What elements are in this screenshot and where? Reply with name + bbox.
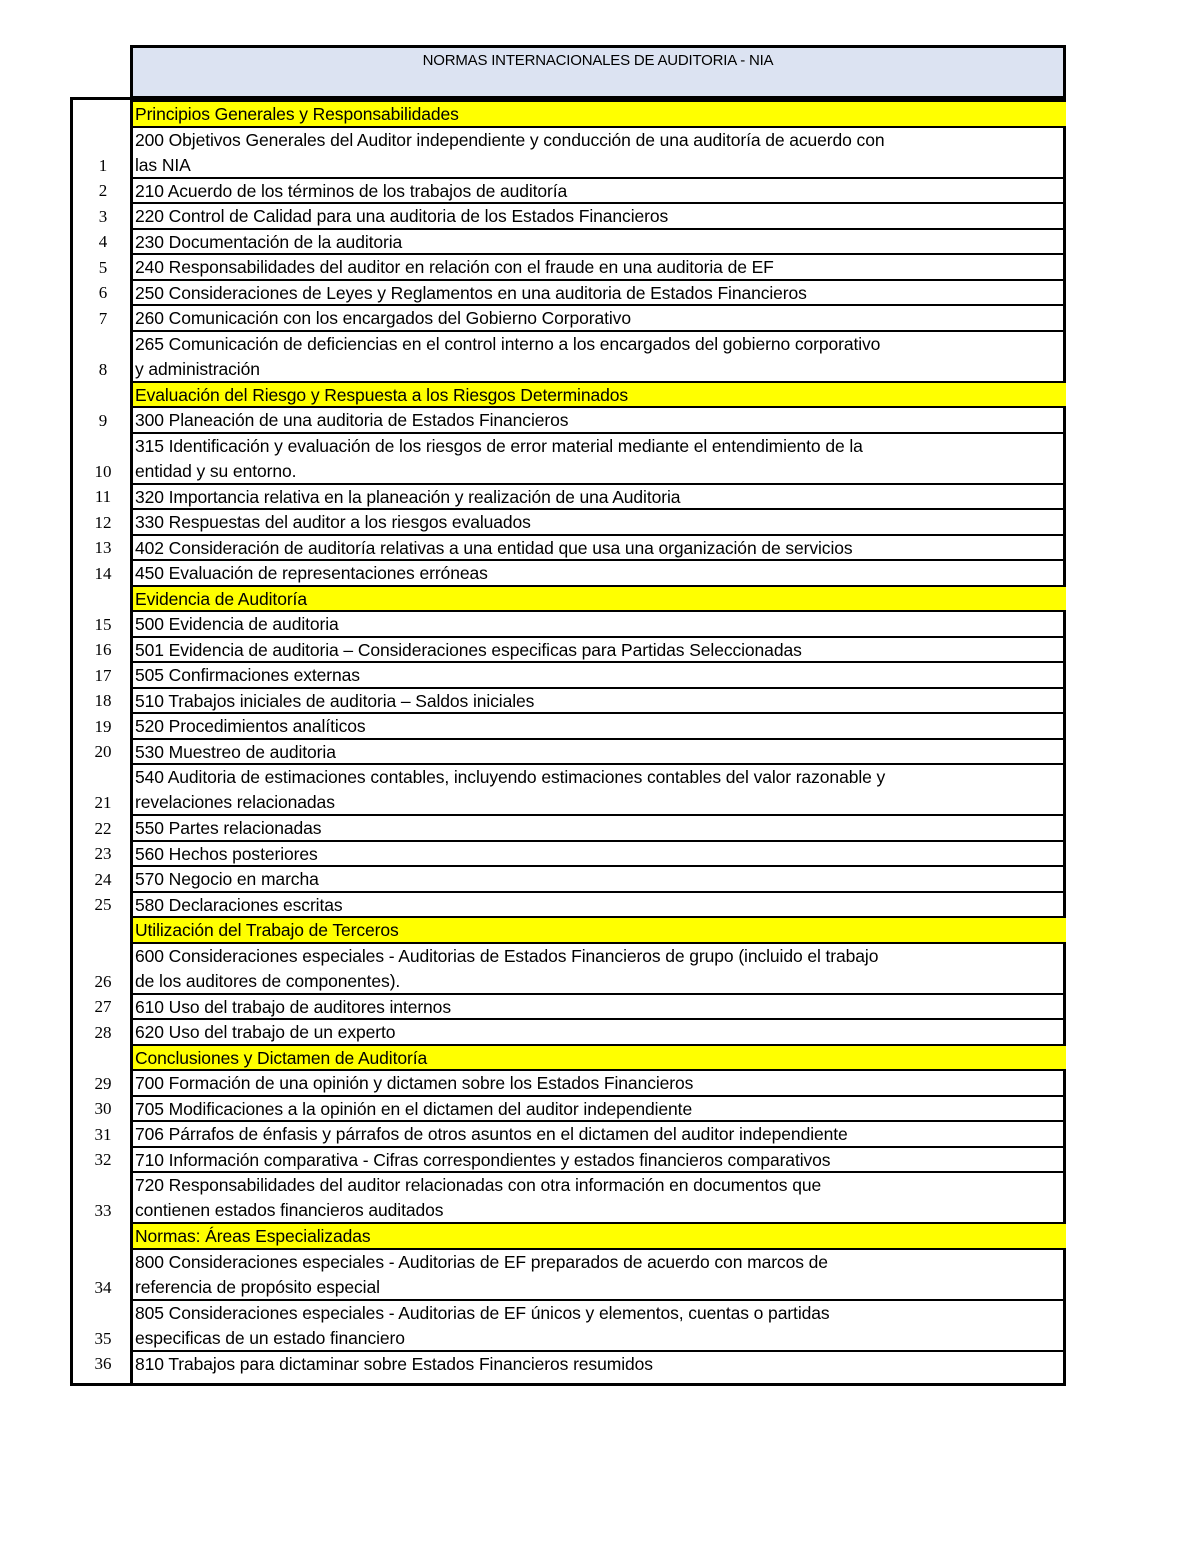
row-number: 7: [98, 308, 108, 328]
column-divider: [130, 97, 133, 1386]
row-number: 9: [98, 410, 108, 430]
standard-text: 220 Control de Calidad para una auditoria de los Estados Financieros: [130, 202, 1066, 228]
row-number: 30: [94, 1099, 112, 1118]
row-number: 36: [94, 1354, 112, 1373]
standard-text: 450 Evaluación de representaciones erróneas: [130, 559, 1066, 585]
section-header: Utilización del Trabajo de Terceros: [130, 916, 1066, 942]
row-number: 28: [94, 1022, 112, 1042]
row-number: 29: [94, 1073, 112, 1093]
standard-text: 520 Procedimientos analíticos: [130, 712, 1066, 738]
standard-text: 720 Responsabilidades del auditor relacionadas con otra información en documentos que contienen estados financieros auditados: [130, 1171, 1066, 1222]
standard-text: 706 Párrafos de énfasis y párrafos de otros asuntos en el dictamen del auditor independiente: [130, 1120, 1066, 1146]
standard-text: 300 Planeación de una auditoria de Estados Financieros: [130, 406, 1066, 432]
row-number: 16: [94, 640, 112, 659]
standard-text: 580 Declaraciones escritas: [130, 891, 1066, 917]
standard-text: 610 Uso del trabajo de auditores internos: [130, 993, 1066, 1019]
row-number: 26: [94, 971, 112, 991]
row-number: 33: [94, 1201, 112, 1220]
standard-text: 700 Formación de una opinión y dictamen sobre los Estados Financieros: [130, 1069, 1066, 1095]
standard-text: 505 Confirmaciones externas: [130, 661, 1066, 687]
row-number: 18: [94, 691, 112, 710]
row-number: 22: [94, 818, 112, 838]
row-number: 19: [94, 716, 112, 736]
section-header: Principios Generales y Responsabilidades: [130, 100, 1066, 126]
section-header: Evaluación del Riesgo y Respuesta a los Riesgos Determinados: [130, 381, 1066, 407]
standard-text: 265 Comunicación de deficiencias en el control interno a los encargados del gobierno corporativo y administración: [130, 330, 1066, 381]
standard-text: 620 Uso del trabajo de un experto: [130, 1018, 1066, 1044]
row-number: 24: [94, 869, 112, 889]
row-number: 3: [98, 206, 108, 226]
standard-text: 540 Auditoria de estimaciones contables, incluyendo estimaciones contables del valor razonable y revelaciones relacionadas: [130, 763, 1066, 814]
standard-text: 250 Consideraciones de Leyes y Reglamentos en una auditoria de Estados Financieros: [130, 279, 1066, 305]
table-header: [130, 45, 1066, 99]
row-number: 15: [94, 614, 112, 634]
row-number: 14: [94, 563, 112, 583]
row-number: 8: [98, 359, 108, 379]
standard-text: 805 Consideraciones especiales - Auditorias de EF únicos y elementos, cuentas o partidas especificas de un estado financiero: [130, 1299, 1066, 1350]
row-number: 5: [98, 257, 108, 277]
row-number: 20: [94, 742, 112, 761]
row-number: 34: [94, 1277, 112, 1297]
standard-text: 330 Respuestas del auditor a los riesgos evaluados: [130, 508, 1066, 534]
standard-text: 501 Evidencia de auditoria – Consideraciones especificas para Partidas Seleccionadas: [130, 636, 1066, 662]
row-number: 21: [94, 793, 112, 812]
row-number: 12: [94, 512, 112, 532]
row-number: 23: [94, 844, 112, 863]
standard-text: 260 Comunicación con los encargados del Gobierno Corporativo: [130, 304, 1066, 330]
standard-text: 705 Modificaciones a la opinión en el dictamen del auditor independiente: [130, 1095, 1066, 1121]
row-number: 31: [94, 1124, 112, 1144]
row-number: 17: [94, 665, 112, 685]
standard-text: 530 Muestreo de auditoria: [130, 738, 1066, 764]
section-header: Evidencia de Auditoría: [130, 585, 1066, 611]
standard-text: 560 Hechos posteriores: [130, 840, 1066, 866]
row-number: 32: [94, 1150, 112, 1169]
row-number: 35: [94, 1328, 112, 1348]
row-number: 4: [98, 232, 108, 251]
standard-text: 600 Consideraciones especiales - Auditorias de Estados Financieros de grupo (incluido el trabajo de los auditores de componentes).: [130, 942, 1066, 993]
row-number: 1: [98, 155, 108, 175]
standard-text: 402 Consideración de auditoría relativas a una entidad que usa una organización de servicios: [130, 534, 1066, 560]
row-number: 11: [94, 487, 112, 506]
standard-text: 230 Documentación de la auditoria: [130, 228, 1066, 254]
standard-text: 800 Consideraciones especiales - Auditorias de EF preparados de acuerdo con marcos de referencia de propósito especial: [130, 1248, 1066, 1299]
standard-text: 570 Negocio en marcha: [130, 865, 1066, 891]
standard-text: 500 Evidencia de auditoria: [130, 610, 1066, 636]
row-number: 27: [94, 997, 112, 1016]
section-header: Normas: Áreas Especializadas: [130, 1222, 1066, 1248]
row-number: 13: [94, 538, 112, 557]
standard-text: 240 Responsabilidades del auditor en relación con el fraude en una auditoria de EF: [130, 253, 1066, 279]
standard-text: 510 Trabajos iniciales de auditoria – Saldos iniciales: [130, 687, 1066, 713]
standard-text: 210 Acuerdo de los términos de los trabajos de auditoría: [130, 177, 1066, 203]
standard-text: 200 Objetivos Generales del Auditor independiente y conducción de una auditoría de acuerdo con las NIA: [130, 126, 1066, 177]
table-title: NORMAS INTERNACIONALES DE AUDITORIA - NIA: [422, 52, 774, 69]
standard-text: 550 Partes relacionadas: [130, 814, 1066, 840]
row-number: 6: [98, 283, 108, 302]
row-number: 10: [94, 461, 112, 481]
standard-text: 710 Información comparativa - Cifras correspondientes y estados financieros comparativos: [130, 1146, 1066, 1172]
standard-text: 315 Identificación y evaluación de los riesgos de error material mediante el entendimiento de la entidad y su entorno.: [130, 432, 1066, 483]
row-number: 25: [94, 895, 112, 914]
standard-text: 810 Trabajos para dictaminar sobre Estados Financieros resumidos: [130, 1350, 1066, 1376]
row-number: 2: [98, 181, 108, 200]
standard-text: 320 Importancia relativa en la planeación y realización de una Auditoria: [130, 483, 1066, 509]
section-header: Conclusiones y Dictamen de Auditoría: [130, 1044, 1066, 1070]
